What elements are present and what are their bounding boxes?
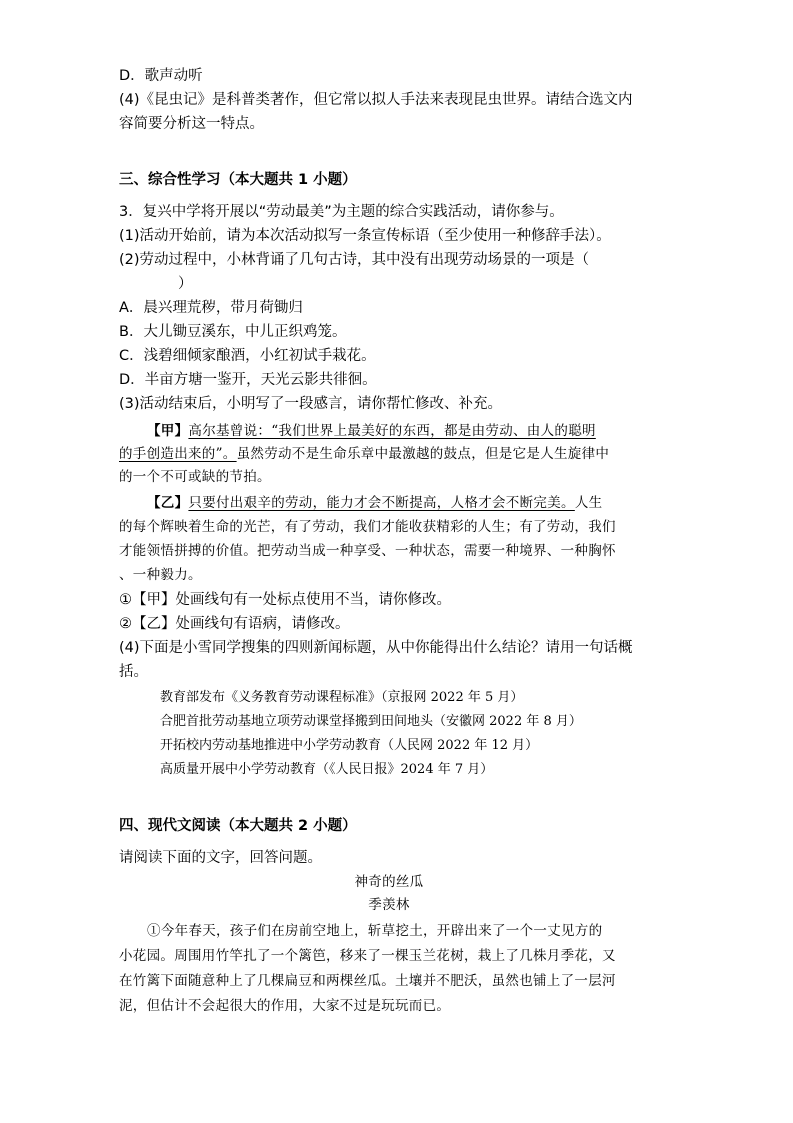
paragraph-1-line2: 小花园。周围用竹竿扎了一个篱笆，移来了一棵玉兰花树，栽上了几株月季花，又 xyxy=(119,948,616,964)
passage-jia-line2 xyxy=(119,444,679,464)
yi-rest-1: 人生 xyxy=(574,495,603,511)
question-3-1: (1)活动开始前，请为本次活动拟写一条宣传标语（至少使用一种修辞手法）。 xyxy=(119,228,611,244)
news-headline-3: 开拓校内劳动基地推进中小学劳动教育（人民网 2022 年 12 月） xyxy=(160,738,539,753)
passage-yi-line2: 的每个辉映着生命的光芒，有了劳动，我们才能收获精彩的人生；有了劳动，我们 xyxy=(119,519,616,535)
question-4-line2: 容简要分析这一特点。 xyxy=(119,116,264,132)
paragraph-1-line3: 在竹篱下面随意种上了几棵扁豆和两棵丝瓜。土壤并不肥沃，虽然也铺上了一层河 xyxy=(119,973,616,989)
passage-jia-line3: 的一个不可或缺的节拍。 xyxy=(119,469,271,485)
option-d-text: D．歌声动听 xyxy=(119,68,203,84)
question-3-3: (3)活动结束后，小明写了一段感言，请你帮忙修改、补充。 xyxy=(119,396,503,412)
question-4-line1: (4)《昆虫记》是科普类著作，但它常以拟人手法来表现昆虫世界。请结合选文内 xyxy=(119,92,633,108)
yi-marker: 【乙】 xyxy=(147,495,189,511)
sub-question-1: ①【甲】处画线句有一处标点使用不当，请你修改。 xyxy=(119,592,451,608)
option-b: B．大儿锄豆溪东，中儿正织鸡笼。 xyxy=(119,324,347,340)
section-3-heading: 三、综合性学习（本大题共 1 小题） xyxy=(119,172,357,188)
news-headline-2: 合肥首批劳动基地立项劳动课堂择搬到田间地头（安徽网 2022 年 8 月） xyxy=(160,714,582,729)
option-d: D．半亩方塘一鉴开，天光云影共徘徊。 xyxy=(119,372,377,388)
article-title: 神奇的丝瓜 xyxy=(354,874,424,890)
yi-underlined-sentence: 只要付出艰辛的劳动，能力才会不断提高，人格才会不断完美。 xyxy=(188,495,575,511)
jia-marker: 【甲】 xyxy=(147,423,189,439)
question-3-4-line2: 括。 xyxy=(119,664,148,680)
jia-underlined-sentence-part1: 高尔基曾说：“我们世界上最美好的东西，都是由劳动、由人的聪明 xyxy=(188,423,596,439)
section-4-heading: 四、现代文阅读（本大题共 2 小题） xyxy=(119,818,357,834)
jia-rest-1: 虽然劳动不是生命乐章中最激越的鼓点，但是它是人生旋律中 xyxy=(236,446,610,462)
question-3-4-line1: (4)下面是小雪同学搜集的四则新闻标题，从中你能得出什么结论？请用一句话概 xyxy=(119,640,633,656)
jia-underlined-sentence-part2: 的手创造出来的”。 xyxy=(119,446,237,462)
sub-question-2: ②【乙】处画线句有语病，请修改。 xyxy=(119,616,350,632)
article-author: 季羡林 xyxy=(368,897,410,913)
question-3-2-paren: ） xyxy=(178,276,193,292)
news-headline-4: 高质量开展中小学劳动教育（《人民日报》2024 年 7 月） xyxy=(160,762,494,777)
passage-yi-line4: 、一种毅力。 xyxy=(119,567,202,583)
passage-jia-line1 xyxy=(147,421,707,441)
passage-yi-line1 xyxy=(147,493,707,513)
paragraph-1-line1: ①今年春天，孩子们在房前空地上，斩草挖土，开辟出来了一个一丈见方的 xyxy=(147,923,603,939)
reading-instruction: 请阅读下面的文字，回答问题。 xyxy=(119,850,322,866)
option-a: A．晨兴理荒秽，带月荷锄归 xyxy=(119,300,303,316)
question-3-2-line1: (2)劳动过程中，小林背诵了几句古诗，其中没有出现劳动场景的一项是（ xyxy=(119,252,590,268)
passage-yi-line3: 才能领悟拼搏的价值。把劳动当成一种享受、一种状态，需要一种境界、一种胸怀 xyxy=(119,543,616,559)
paragraph-1-line4: 泥，但估计不会起很大的作用，大家不过是玩玩而已。 xyxy=(119,998,451,1014)
news-headline-1: 教育部发布《义务教育劳动课程标准》（京报网 2022 年 5 月） xyxy=(160,690,524,705)
option-c: C．浅碧细倾家酿酒，小红初试手栽花。 xyxy=(119,348,376,364)
question-3-intro: 3．复兴中学将开展以“劳动最美”为主题的综合实践活动，请你参与。 xyxy=(119,204,564,220)
